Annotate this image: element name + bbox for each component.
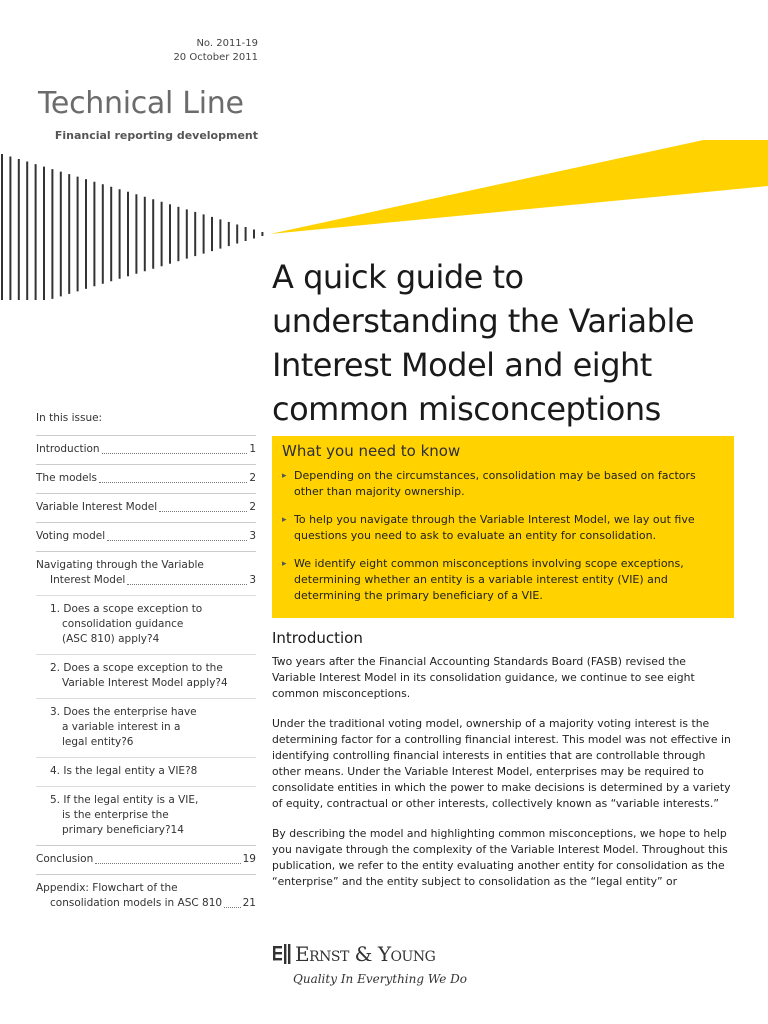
toc-item[interactable]	[36, 435, 256, 464]
main-headline: A quick guide to understanding the Variable Interest Model and eight common misconceptions	[272, 258, 695, 428]
toc-subitem-line: is the enterprise the	[62, 809, 169, 821]
toc-item-title: The models	[36, 472, 98, 484]
publication-title: Technical Line	[38, 86, 244, 121]
toc-item-page: 6	[126, 736, 134, 748]
table-of-contents	[36, 412, 256, 918]
toc-subitem-line: 4. Is the legal entity a VIE?	[50, 765, 191, 777]
toc-item-title: Variable Interest Model	[36, 501, 158, 513]
toc-item-page: 4	[152, 633, 160, 645]
logo-tagline: Quality In Everything We Do	[293, 972, 467, 986]
key-point-item: ▸ Depending on the circumstances, consolidation may be based on factors other than majority ownership.	[282, 468, 722, 500]
toc-subitem-line: consolidation guidance	[62, 618, 184, 630]
toc-subitem[interactable]	[36, 757, 256, 786]
ey-logo-mark-icon	[273, 944, 293, 966]
toc-subitem-line: Variable Interest Model apply?	[62, 677, 221, 689]
toc-item-title: Conclusion	[36, 853, 94, 865]
body-paragraph: Two years after the Financial Accounting Standards Board (FASB) revised the Variable Interest Model in its consolidation guidance, we continue to see eight common misconceptions.	[272, 655, 695, 700]
toc-item[interactable]	[36, 874, 256, 918]
toc-item[interactable]	[36, 464, 256, 493]
toc-subitem[interactable]	[36, 595, 256, 654]
publication-subtitle: Financial reporting development	[54, 129, 258, 142]
toc-item-page: 3	[249, 530, 256, 542]
toc-item-page: 2	[249, 501, 256, 513]
document-meta	[173, 37, 258, 65]
key-point-item: ▸ We identify eight common misconceptions involving scope exceptions, determining whether an entity is a variable interest entity (VIE) and determining the primary beneficiary of a VIE.	[282, 556, 722, 604]
key-point-item: ▸ To help you navigate through the Variable Interest Model, we lay out five questions you need to ask to evaluate an entity for consolidation.	[282, 512, 722, 544]
toc-subitem-line: (ASC 810) apply?	[62, 633, 153, 645]
toc-item[interactable]	[36, 493, 256, 522]
toc-item-page: 8	[190, 765, 198, 777]
key-points-box	[272, 436, 734, 618]
toc-subitem-line: a variable interest in a	[62, 721, 181, 733]
body-paragraph: By describing the model and highlighting common misconceptions, we hope to help you navigate through the complexity of the Variable Interest Model. Throughout this publication, we refer to the entity evaluating another entity for consolidation as the “enterprise” and the entity subject to consolidation as the “legal entity” or	[272, 827, 728, 888]
toc-subitem[interactable]	[36, 786, 256, 845]
key-points-list	[282, 468, 722, 616]
introduction-body	[272, 654, 732, 904]
toc-item-page: 21	[242, 897, 256, 909]
toc-item-page: 2	[249, 472, 256, 484]
toc-item-page: 3	[249, 574, 256, 586]
toc-item-page: 19	[242, 853, 256, 865]
key-points-title: What you need to know	[282, 442, 461, 460]
toc-item-page: 4	[220, 677, 228, 689]
logo-wordmark: Ernst & Young	[295, 942, 436, 966]
toc-subitem-line: 1. Does a scope exception to	[50, 603, 203, 615]
toc-item-title: Voting model	[36, 530, 106, 542]
yellow-beam	[270, 140, 768, 234]
section-heading-introduction: Introduction	[272, 629, 363, 647]
toc-item[interactable]	[36, 845, 256, 874]
body-paragraph: Under the traditional voting model, ownership of a majority voting interest is the determining factor for a controlling financial interest. This model was not effective in identifying controlling financial interests in entities that are controllable through other means. Under the Variable Interest Model, enterprises may be required to consolidate entities in which the power to make decisions is determined by a variety of equity, contractual or other interests, collectively known as “variable interests.”	[272, 717, 731, 810]
ernst-young-logo	[273, 942, 473, 992]
toc-item-title: Introduction	[36, 443, 100, 455]
toc-subitem[interactable]	[36, 698, 256, 757]
toc-item-title-cont: Interest Model	[50, 574, 126, 586]
toc-item-title: Navigating through the Variable	[36, 559, 204, 571]
toc-subitem[interactable]	[36, 654, 256, 698]
toc-item-page: 1	[249, 443, 256, 455]
toc-item-title: Appendix: Flowchart of the	[36, 882, 178, 894]
toc-subitem-line: 5. If the legal entity is a VIE,	[50, 794, 199, 806]
document-date: 20 October 2011	[173, 52, 258, 63]
toc-subitem-line: legal entity?	[62, 736, 127, 748]
vertical-lines-pattern	[2, 154, 262, 300]
toc-subitem-line: 2. Does a scope exception to the	[50, 662, 223, 674]
toc-subitem-line: 3. Does the enterprise have	[50, 706, 197, 718]
toc-subitem-line: primary beneficiary?	[62, 824, 171, 836]
toc-item[interactable]	[36, 551, 256, 595]
toc-item[interactable]	[36, 522, 256, 551]
toc-item-page: 14	[170, 824, 184, 836]
toc-heading: In this issue:	[36, 412, 103, 424]
toc-item-title-cont: consolidation models in ASC 810	[50, 897, 223, 909]
document-number: No. 2011-19	[196, 38, 258, 49]
